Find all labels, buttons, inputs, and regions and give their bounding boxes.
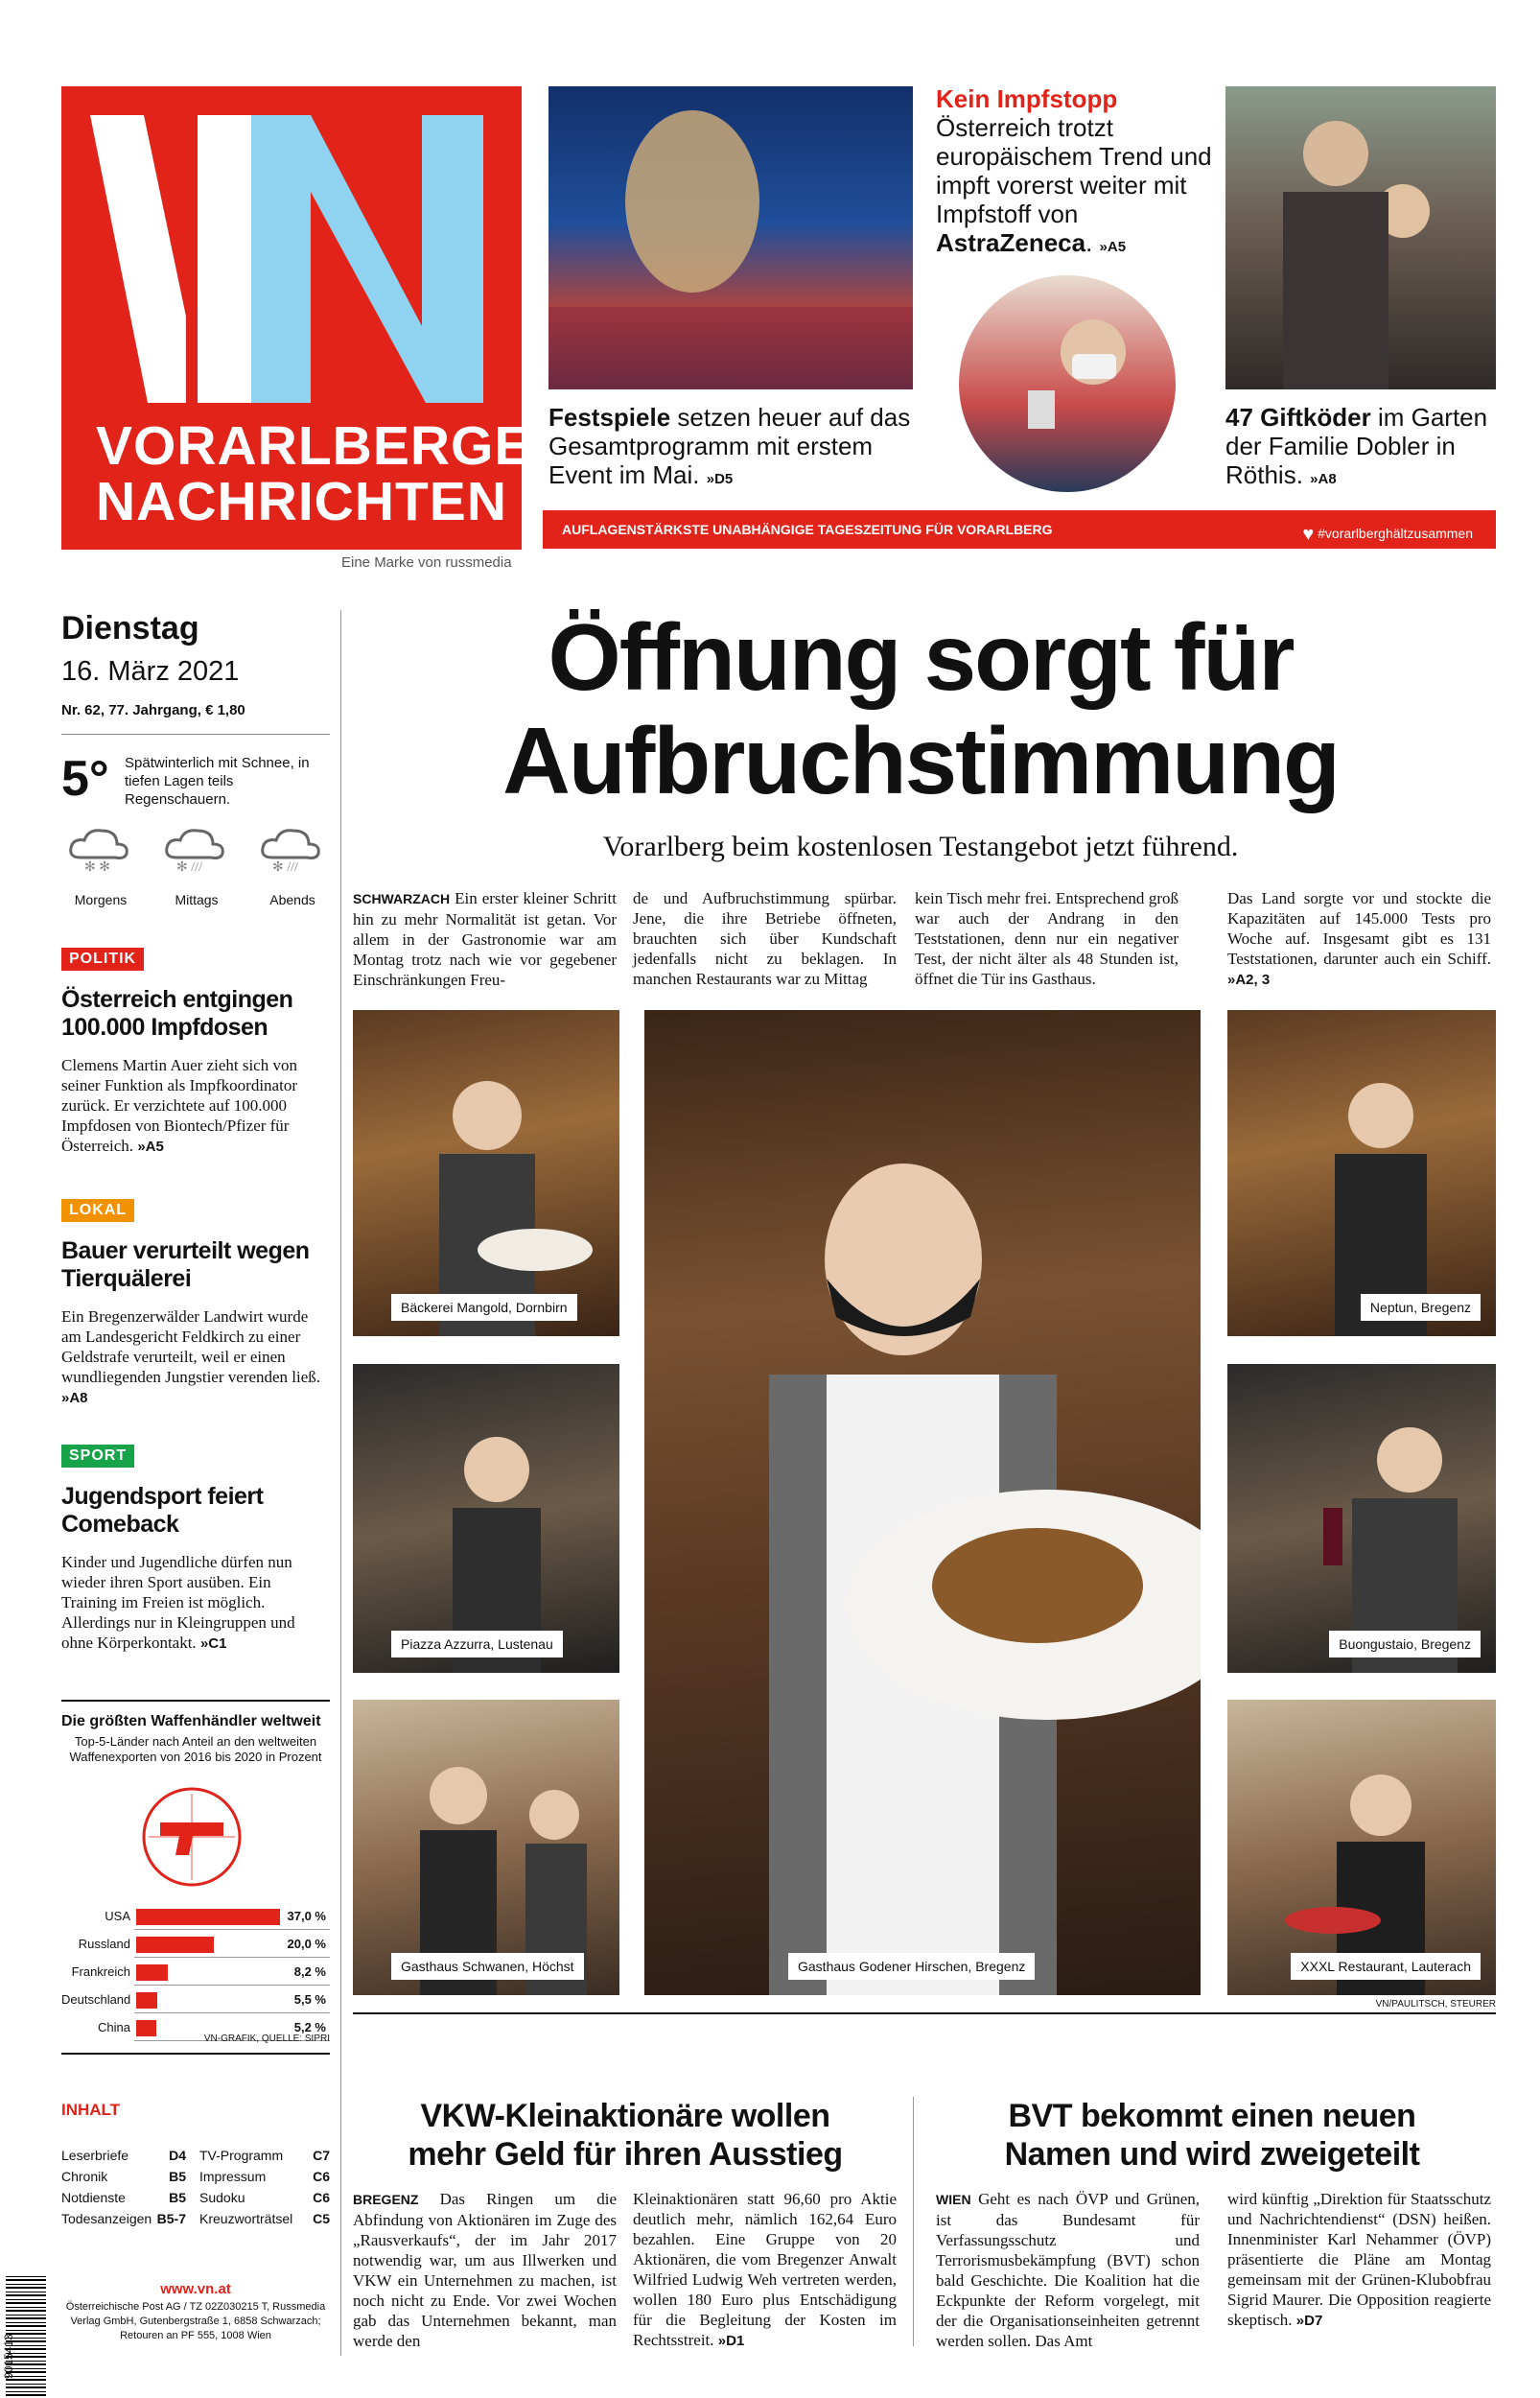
chart-category-4: China: [98, 2020, 130, 2034]
photo-credit: VN/PAULITSCH, STEURER: [1375, 1999, 1496, 2010]
postal-info: Österreichische Post AG / TZ 02Z030215 T, Russmedia Verlag GmbH, Gutenbergstraße 1, 6858 Schwarzach; Retouren an PF 555, 1008 Wien: [65, 2301, 326, 2341]
photo-neptun[interactable]: [1227, 1010, 1496, 1336]
bvt-headline-1: BVT bekommt einen neuen: [1008, 2098, 1416, 2134]
festspiele-photo[interactable]: [548, 86, 913, 389]
divider: [61, 734, 330, 735]
slogan-text: AUFLAGENSTÄRKSTE UNABHÄNGIGE TAGESZEITUNG FÜR VORARLBERG: [562, 522, 1053, 537]
barcode-number: 9015413: [2, 2334, 15, 2379]
tag-politik: POLITIK: [61, 948, 144, 971]
weekday: Dienstag: [61, 610, 199, 647]
bvt-ref: »D7: [1295, 2313, 1323, 2329]
festspiele-ref: »D5: [706, 471, 734, 487]
tag-sport: SPORT: [61, 1445, 134, 1468]
vn-logo-mark: [90, 115, 493, 403]
gift-photo[interactable]: [1225, 86, 1496, 389]
main-ref: »A2, 3: [1227, 972, 1271, 988]
chart-category-3: Deutschland: [61, 1992, 131, 2007]
chart-source: VN-GRAFIK, QUELLE: SIPRI: [203, 2034, 330, 2044]
index-label: Chronik: [61, 2169, 108, 2184]
index-page: D4: [169, 2148, 186, 2163]
divider: [353, 2012, 1496, 2014]
caption-buongustaio: Buongustaio, Bregenz: [1329, 1631, 1481, 1657]
chart-bar-3: [136, 1992, 157, 2009]
chart-row-line: [134, 2012, 330, 2013]
vkw-headline[interactable]: [353, 2097, 898, 2174]
main-waitress-graphic: [644, 1010, 1201, 1995]
index-page: C6: [313, 2169, 330, 2184]
hashtag-text: #vorarlberghältzusammen: [1318, 526, 1473, 541]
svg-text:✻ ✻: ✻ ✻: [84, 860, 110, 873]
waitress-graphic: [353, 1010, 619, 1336]
vkw-headline-2: mehr Geld für ihren Ausstieg: [408, 2136, 843, 2173]
caption-hirschen: Gasthaus Godener Hirschen, Bregenz: [788, 1953, 1035, 1980]
gift-ref: »A8: [1310, 471, 1337, 487]
index-page: C5: [313, 2211, 330, 2226]
caption-schwanen: Gasthaus Schwanen, Höchst: [391, 1953, 584, 1980]
waitress-graphic: [1227, 1010, 1496, 1336]
column-rule: [340, 610, 341, 2356]
staff-graphic: [353, 1700, 619, 1995]
gift-rest: im Garten der Familie Dobler in Röthis.: [1225, 403, 1488, 489]
index-item-left-1[interactable]: [61, 2166, 186, 2187]
caption-neptun: Neptun, Bregenz: [1361, 1294, 1481, 1321]
festspiele-bold: Festspiele: [548, 403, 671, 432]
index-page: B5-7: [156, 2211, 186, 2226]
index-item-left-3[interactable]: [61, 2208, 186, 2229]
vkw-col-2-text: Kleinaktionären statt 96,60 pro Aktie deutlich mehr, nämlich 162,64 Euro bezahlen. Eine Gruppe von 20 Aktionären, die vom Bregenzer Anwalt Wilfried Ludwig Weh vertreten werden, wollen 180 Euro plus Entschädigung für die Begleitung der Kosten im Rechtsstreit.: [633, 2190, 897, 2349]
waitress-graphic: [353, 1364, 619, 1673]
chart-value-label-2: 8,2 %: [293, 1964, 326, 1979]
tag-lokal: LOKAL: [61, 1199, 134, 1222]
slot-evening: Abends: [269, 892, 315, 907]
vkw-col-1: [353, 2189, 617, 2351]
slogan-bar: [543, 510, 1496, 549]
website-link[interactable]: www.vn.at: [160, 2281, 231, 2297]
bvt-dateline: WIEN: [936, 2192, 971, 2207]
index-page: C7: [313, 2148, 330, 2163]
lokal-body: Ein Bregenzerwälder Landwirt wurde am Landesgericht Feldkirch zu einer Geldstrafe verurteilt, weil er einen wundliegenden Jungstier verenden ließ.: [61, 1307, 321, 1386]
impf-photo-circle[interactable]: [959, 275, 1176, 492]
lokal-text: [61, 1306, 330, 1408]
main-col-1: [353, 888, 617, 990]
index-title: INHALT: [61, 2101, 121, 2119]
family-graphic: [1225, 86, 1496, 389]
svg-text:✻ ///: ✻ ///: [272, 860, 298, 873]
bvt-headline-2: Namen und wird zweigeteilt: [1004, 2136, 1420, 2173]
politik-body: Clemens Martin Auer zieht sich von seiner Funktion als Impfkoordinator zurück. Er verzichtete auf 100.000 Impfdosen von Biontech/Pfizer für Österreich.: [61, 1056, 297, 1155]
caption-piazza: Piazza Azzurra, Lustenau: [391, 1631, 563, 1657]
index-page: C6: [313, 2190, 330, 2205]
index-item-right-1[interactable]: [199, 2166, 330, 2187]
waiter-graphic: [1227, 1364, 1496, 1673]
main-headline-2[interactable]: Aufbruchstimmung: [502, 708, 1339, 813]
chart-bar-2: [136, 1964, 168, 1981]
bvt-headline[interactable]: [928, 2097, 1496, 2174]
bvt-col-2: [1227, 2189, 1491, 2331]
hashtag-link[interactable]: [1302, 522, 1473, 544]
photo-baeckerei[interactable]: [353, 1010, 619, 1336]
svg-text:✻ ///: ✻ ///: [176, 860, 202, 873]
impf-bold: AstraZeneca: [936, 228, 1086, 257]
vkw-ref: »D1: [717, 2333, 745, 2349]
index-label: Todesanzeigen: [61, 2211, 152, 2226]
chart-row-line: [134, 1985, 330, 1986]
gift-bold: 47 Giftköder: [1225, 403, 1371, 432]
weather-forecast: [61, 825, 330, 911]
issue-info: Nr. 62, 77. Jahrgang, € 1,80: [61, 702, 245, 718]
chart-category-1: Russland: [78, 1937, 130, 1951]
index-item-right-3[interactable]: [199, 2208, 330, 2229]
politik-headline[interactable]: Österreich entgingen 100.000 Impfdosen: [61, 986, 293, 1041]
column-rule: [913, 2097, 914, 2346]
logo-line-2: NACHRICHTEN: [96, 471, 507, 532]
index-label: Kreuzworträtsel: [199, 2211, 293, 2226]
impf-kicker: Kein Impfstopp: [936, 84, 1118, 113]
main-subline: Vorarlberg beim kostenlosen Testangebot jetzt führend.: [602, 831, 1239, 862]
slot-morning: Morgens: [74, 892, 128, 907]
chart-value-label-4: 5,2 %: [293, 2020, 326, 2034]
nurse-graphic: [959, 275, 1176, 492]
index-page: B5: [169, 2169, 186, 2184]
bvt-col-1-text: Geht es nach ÖVP und Grünen, ist das Bundesamt für Verfassungsschutz und Terrorismusbekämpfung (BVT) schon bald Geschichte. Die Koalition hat die Eckpunkte der Reform vorgelegt, mit der die Organisationseinheiten getrennt werden sollen. Das Amt: [936, 2190, 1200, 2350]
slot-midday: Mittags: [175, 892, 219, 907]
bvt-col-1: [936, 2189, 1200, 2351]
snow-rain-cloud-icon: [163, 825, 228, 878]
temperature: 5°: [61, 751, 109, 807]
weather-text: Spätwinterlich mit Schnee, in tiefen Lagen teils Regenschauern.: [125, 755, 310, 808]
logo-line-1: VORARLBERGER: [96, 415, 572, 477]
main-col-3: kein Tisch mehr frei. Entsprechend groß war auch der Andrang in den Teststationen, denn nur ein negativer Test, der nicht älter als 48 Stunden ist, öffnet die Tür ins Gasthaus.: [915, 889, 1178, 988]
vkw-col-1-text: Das Ringen um die Abfindung von Aktionären im Zuge des „Rausverkaufs“, der im Jahr 2017 notwendig war, um aus Illwerken und VKW ein Unternehmen zu machen, ist noch nicht zu Ende. Vor zwei Wochen gab das Unternehmen bekannt, man werde den: [353, 2190, 617, 2350]
chart-value-label-3: 5,5 %: [293, 1992, 326, 2007]
chart-row-line: [134, 1929, 330, 1930]
main-dateline: SCHWARZACH: [353, 891, 451, 906]
chart-value-label-0: 37,0 %: [287, 1909, 326, 1923]
main-headline-1[interactable]: Öffnung sorgt für: [548, 604, 1294, 710]
chart-bar-1: [136, 1937, 214, 1953]
festspiele-rest: setzen heuer auf das Gesamtprogramm mit erstem Event im Mai.: [548, 403, 911, 489]
divider: [61, 2053, 330, 2055]
chart-category-0: USA: [105, 1909, 130, 1923]
politik-text: [61, 1055, 330, 1157]
vkw-headline-1: VKW-Kleinaktionäre wollen: [420, 2098, 830, 2134]
chart-bar-0: [136, 1909, 280, 1925]
divider: [61, 1700, 330, 1702]
vkw-dateline: BREGENZ: [353, 2192, 419, 2207]
gift-teaser[interactable]: [1225, 403, 1496, 494]
index-item-right-2[interactable]: [199, 2187, 330, 2208]
index-label: Notdienste: [61, 2190, 126, 2205]
sport-ref: »C1: [199, 1635, 227, 1652]
index-label: Impressum: [199, 2169, 267, 2184]
impf-ref: »A5: [1099, 239, 1127, 255]
chart-subtitle: Top-5-Länder nach Anteil an den weltweiten Waffenexporten von 2016 bis 2020 in Prozent: [69, 1734, 322, 1764]
main-col-4-text: Das Land sorgte vor und stockte die Kapazitäten auf 145.000 Tests pro Woche auf. Insgesamt gibt es 131 Teststationen, darunter auch ein Schiff.: [1227, 889, 1491, 968]
sport-text: [61, 1552, 330, 1654]
chart-value-label-1: 20,0 %: [287, 1937, 326, 1951]
lokal-ref: »A8: [61, 1390, 88, 1406]
impf-text: Österreich trotzt europäischem Trend und impft vorerst weiter mit Impfstoff von: [936, 113, 1212, 228]
index-label: Sudoku: [199, 2190, 245, 2205]
photo-xxxl[interactable]: [1227, 1700, 1496, 1995]
caption-baeckerei: Bäckerei Mangold, Dornbirn: [391, 1294, 577, 1321]
bvt-col-2-text: wird künftig „Direktion für Staatsschutz und Nachrichtendienst“ (DSN) heißen. Innenminister Karl Nehammer (ÖVP) präsentierte die Pläne am Montag gemeinsam mit der Grünen-Klubobfrau Sigrid Maurer. Die Opposition reagierte skeptisch.: [1227, 2190, 1491, 2329]
photo-buongustaio[interactable]: [1227, 1364, 1496, 1673]
caption-xxxl: XXXL Restaurant, Lauterach: [1291, 1953, 1481, 1980]
vkw-col-2: [633, 2189, 897, 2351]
sport-headline[interactable]: Jugendsport feiert Comeback: [61, 1483, 264, 1538]
chart-row-line: [134, 1957, 330, 1958]
gun-icon: [139, 1784, 245, 1894]
impf-teaser[interactable]: [936, 84, 1214, 262]
festspiele-teaser[interactable]: [548, 403, 913, 494]
politik-ref: »A5: [137, 1139, 164, 1155]
vn-logo: [61, 86, 572, 550]
index-label: TV-Programm: [199, 2148, 284, 2163]
main-col-2: de und Aufbruchstimmung spürbar. Jene, die ihre Betriebe öffneten, brauchten sich über Kundschaft jedenfalls nicht zu beklagen. In manchen Restaurants war zu Mittag: [633, 889, 897, 988]
main-col-4: [1227, 888, 1491, 990]
snow-rain-cloud-icon-2: [259, 825, 324, 878]
chart-title: Die größten Waffenhändler weltweit: [61, 1713, 321, 1729]
index-label: Leserbriefe: [61, 2148, 129, 2163]
photo-schwanen[interactable]: [353, 1700, 619, 1995]
index-item-right-0[interactable]: [199, 2145, 330, 2166]
lokal-headline[interactable]: Bauer verurteilt wegen Tierquälerei: [61, 1237, 310, 1292]
sport-body: Kinder und Jugendliche dürfen nun wieder ihren Sport ausüben. Ein Training im Freien ist möglich. Allerdings nur in Kleingruppen und ohne Körperkontakt.: [61, 1553, 295, 1652]
chart-category-2: Frankreich: [71, 1964, 130, 1979]
index-item-left-2[interactable]: [61, 2187, 186, 2208]
photo-piazza[interactable]: [353, 1364, 619, 1673]
heart-icon: ♥: [1302, 524, 1315, 545]
brand-note: Eine Marke von russmedia: [341, 554, 512, 571]
index-page: B5: [169, 2190, 186, 2205]
snow-cloud-icon: [67, 825, 132, 878]
date: 16. März 2021: [61, 656, 240, 687]
index-item-left-0[interactable]: [61, 2145, 186, 2166]
impf-dot: .: [1085, 228, 1093, 257]
photo-hirschen[interactable]: [644, 1010, 1201, 1995]
main-col-1-text: Ein erster kleiner Schritt hin zu mehr Normalität ist getan. Vor allem in der Gastronomie war am Montag trotz nach wie vor gegebener Einschränkungen Freu-: [353, 889, 617, 989]
stage-figure-graphic: [548, 86, 913, 389]
waitress-graphic: [1227, 1700, 1496, 1995]
